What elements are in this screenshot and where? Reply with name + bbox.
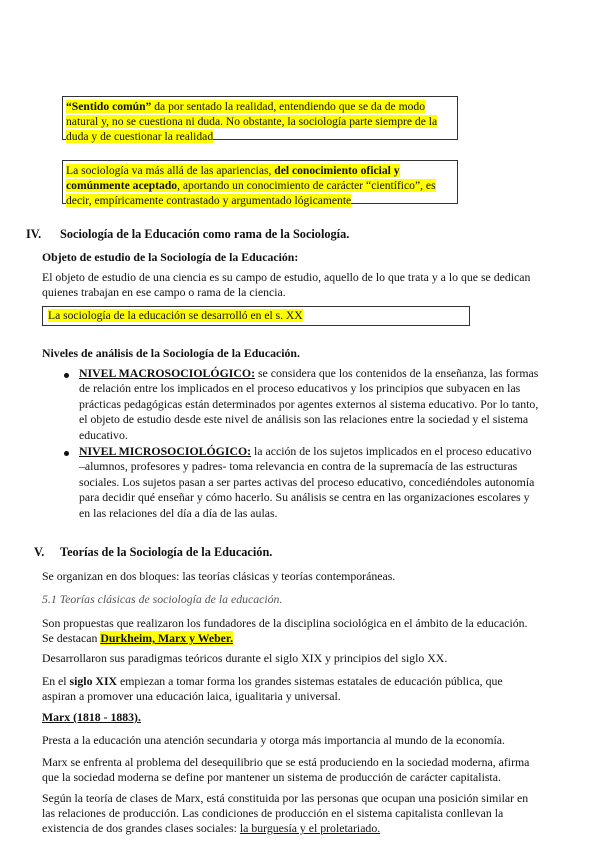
- box1-line-2: [66, 114, 454, 129]
- box2-line-2: [66, 178, 454, 193]
- durkheim-marx-weber: Durkheim, Marx y Weber.: [100, 631, 234, 645]
- p6-line3-a: existencia de dos grandes clases sociales:: [42, 821, 240, 835]
- micro-line1-rest: la acción de los sujetos implicados en el proceso educativo: [251, 444, 532, 458]
- box1-line2-text: natural y, no se cuestiona ni duda. No obstante, la sociología parte siempre de la: [66, 115, 438, 128]
- paradigmas-paragraph: Desarrollaron sus paradigmas teóricos durante el siglo XIX y principios del siglo XX.: [42, 651, 448, 665]
- macro-line5: educativo.: [79, 427, 128, 442]
- p3-line1-a: En el: [42, 674, 70, 688]
- macro-line3: prácticas pedagógicas están determinados por agentes externos al sistema educativo. Por lo tanto,: [79, 396, 539, 411]
- teoria-clases-paragraph: [42, 791, 528, 836]
- objeto-estudio-subtitle: Objeto de estudio de la Sociología de la Educación:: [42, 250, 299, 264]
- box2-line2-b: , aportando un conocimiento de carácter “científico”, es: [177, 179, 436, 192]
- sentido-comun-term: “Sentido común”: [66, 100, 152, 113]
- fundadores-paragraph: [42, 616, 527, 646]
- p3-line1: [42, 674, 503, 689]
- p3-line1-c: empiezan a tomar forma los grandes sistemas estatales de educación pública, que: [117, 674, 503, 688]
- macro-line2: de relación entre los implicados en el proceso educativos y los principios que subyacen en las: [79, 381, 521, 396]
- micro-line3: sociales. Los sujetos pasan a ser partes activas del proceso educativo, concediéndoles autonomía: [79, 474, 535, 489]
- bullet-dot-macro: [64, 373, 69, 378]
- para1-line1: El objeto de estudio de una ciencia es su campo de estudio, aquello de lo que trata y a lo que se dedican: [42, 270, 531, 284]
- p1-line2: [42, 631, 527, 646]
- bullet-dot-micro: [64, 451, 69, 456]
- micro-term: NIVEL MICROSOCIOLÓGICO:: [79, 444, 252, 458]
- bullet-micro-line1: [79, 444, 534, 459]
- siglo-xix-paragraph: [42, 674, 503, 704]
- section-iv-number: IV.: [26, 227, 42, 241]
- macro-line4: el objeto de estudio desde este nivel de análisis son las relaciones entre la sociedad y el sistema: [79, 412, 529, 427]
- box1-line-1: [66, 99, 454, 114]
- marx-desequilibrio-paragraph: [42, 755, 529, 785]
- box2-line-1: [66, 163, 454, 178]
- section-iv-title: Sociología de la Educación como rama de la Sociología.: [60, 227, 350, 241]
- p6-line1: Según la teoría de clases de Marx, está constituida por las personas que ocupan una posición similar en: [42, 791, 529, 805]
- bullet-macro-line1: [79, 366, 538, 381]
- section-v-title: Teorías de la Sociología de la Educación.: [60, 545, 273, 559]
- macro-line1-rest: se considera que los contenidos de la enseñanza, las formas: [255, 366, 539, 380]
- box1-line1-rest: da por sentado la realidad, entendiendo que se da de modo: [151, 100, 426, 113]
- burguesia-proletariado: la burguesía y el proletariado.: [239, 821, 381, 835]
- micro-line5: en las relaciones del día a día de las aulas.: [79, 505, 278, 520]
- siglo-xix-term: siglo XIX: [69, 674, 118, 688]
- p5-line1: Marx se enfrenta al problema del desequilibrio que se está produciendo en la sociedad moderna, afirma: [42, 755, 530, 769]
- box1-line-3: [66, 129, 454, 144]
- p5-line2: que la sociedad moderna se define por mantener un sistema de producción de carácter capitalista.: [42, 770, 501, 784]
- p3-line2: aspiran a promover una educación laica, igualitaria y universal.: [42, 689, 341, 703]
- box2-line3-text: decir, empíricamente contrastado y argumentado lógicamente: [66, 194, 352, 207]
- marx-educacion-paragraph: Presta a la educación una atención secundaria y otorga más importancia al mundo de la economía.: [42, 733, 505, 747]
- macro-term: NIVEL MACROSOCIOLÓGICO:: [79, 366, 255, 380]
- box2-line1-b: del conocimiento oficial y: [274, 164, 400, 177]
- p6-line3: [42, 821, 528, 836]
- marx-heading: Marx (1818 - 1883).: [42, 710, 141, 724]
- micro-line4: para decidir qué enseñar y cómo hacerlo. Su análisis se centra en las organizaciones escolares y: [79, 490, 530, 505]
- teorias-intro: Se organizan en dos bloques: las teorías clásicas y teorías contemporáneas.: [42, 569, 396, 583]
- bullet-micro: [79, 444, 534, 521]
- p1-line2-a: Se destacan: [42, 631, 101, 645]
- section-v-number: V.: [34, 545, 45, 559]
- p6-line2: las relaciones de producción. Las condiciones de producción en el sistema capitalista conllevan la: [42, 806, 504, 820]
- bullet-macro: [79, 366, 538, 443]
- box1-line3-text: duda y de cuestionar la realidad: [66, 130, 214, 143]
- box2-line-3: [66, 193, 454, 208]
- p1-line1: Son propuestas que realizaron los fundadores de la disciplina sociológica en el ámbito de la educación.: [42, 616, 528, 630]
- para1-line2: quienes trabajan en ese campo o rama de la ciencia.: [42, 285, 286, 299]
- micro-line2: –alumnos, profesores y padres- toma relevancia en contra de la supremacía de las estructuras: [79, 459, 518, 474]
- section-v-heading: [34, 545, 272, 560]
- siglo-xx-box: [42, 306, 470, 326]
- objeto-estudio-paragraph: [42, 270, 530, 300]
- box2-line1-a: La sociología va más allá de las apariencias,: [66, 164, 275, 177]
- box2-line2-a: comúnmente aceptado: [66, 179, 178, 192]
- sociologia-box: [62, 160, 458, 207]
- section-iv-heading: [26, 227, 349, 242]
- siglo-xx-text: La sociología de la educación se desarrolló en el s. XX: [48, 309, 303, 322]
- niveles-subtitle: Niveles de análisis de la Sociología de la Educación.: [42, 346, 300, 360]
- teorias-clasicas-subheading: 5.1 Teorías clásicas de sociología de la educación.: [42, 592, 283, 606]
- sentido-comun-box: [62, 96, 458, 143]
